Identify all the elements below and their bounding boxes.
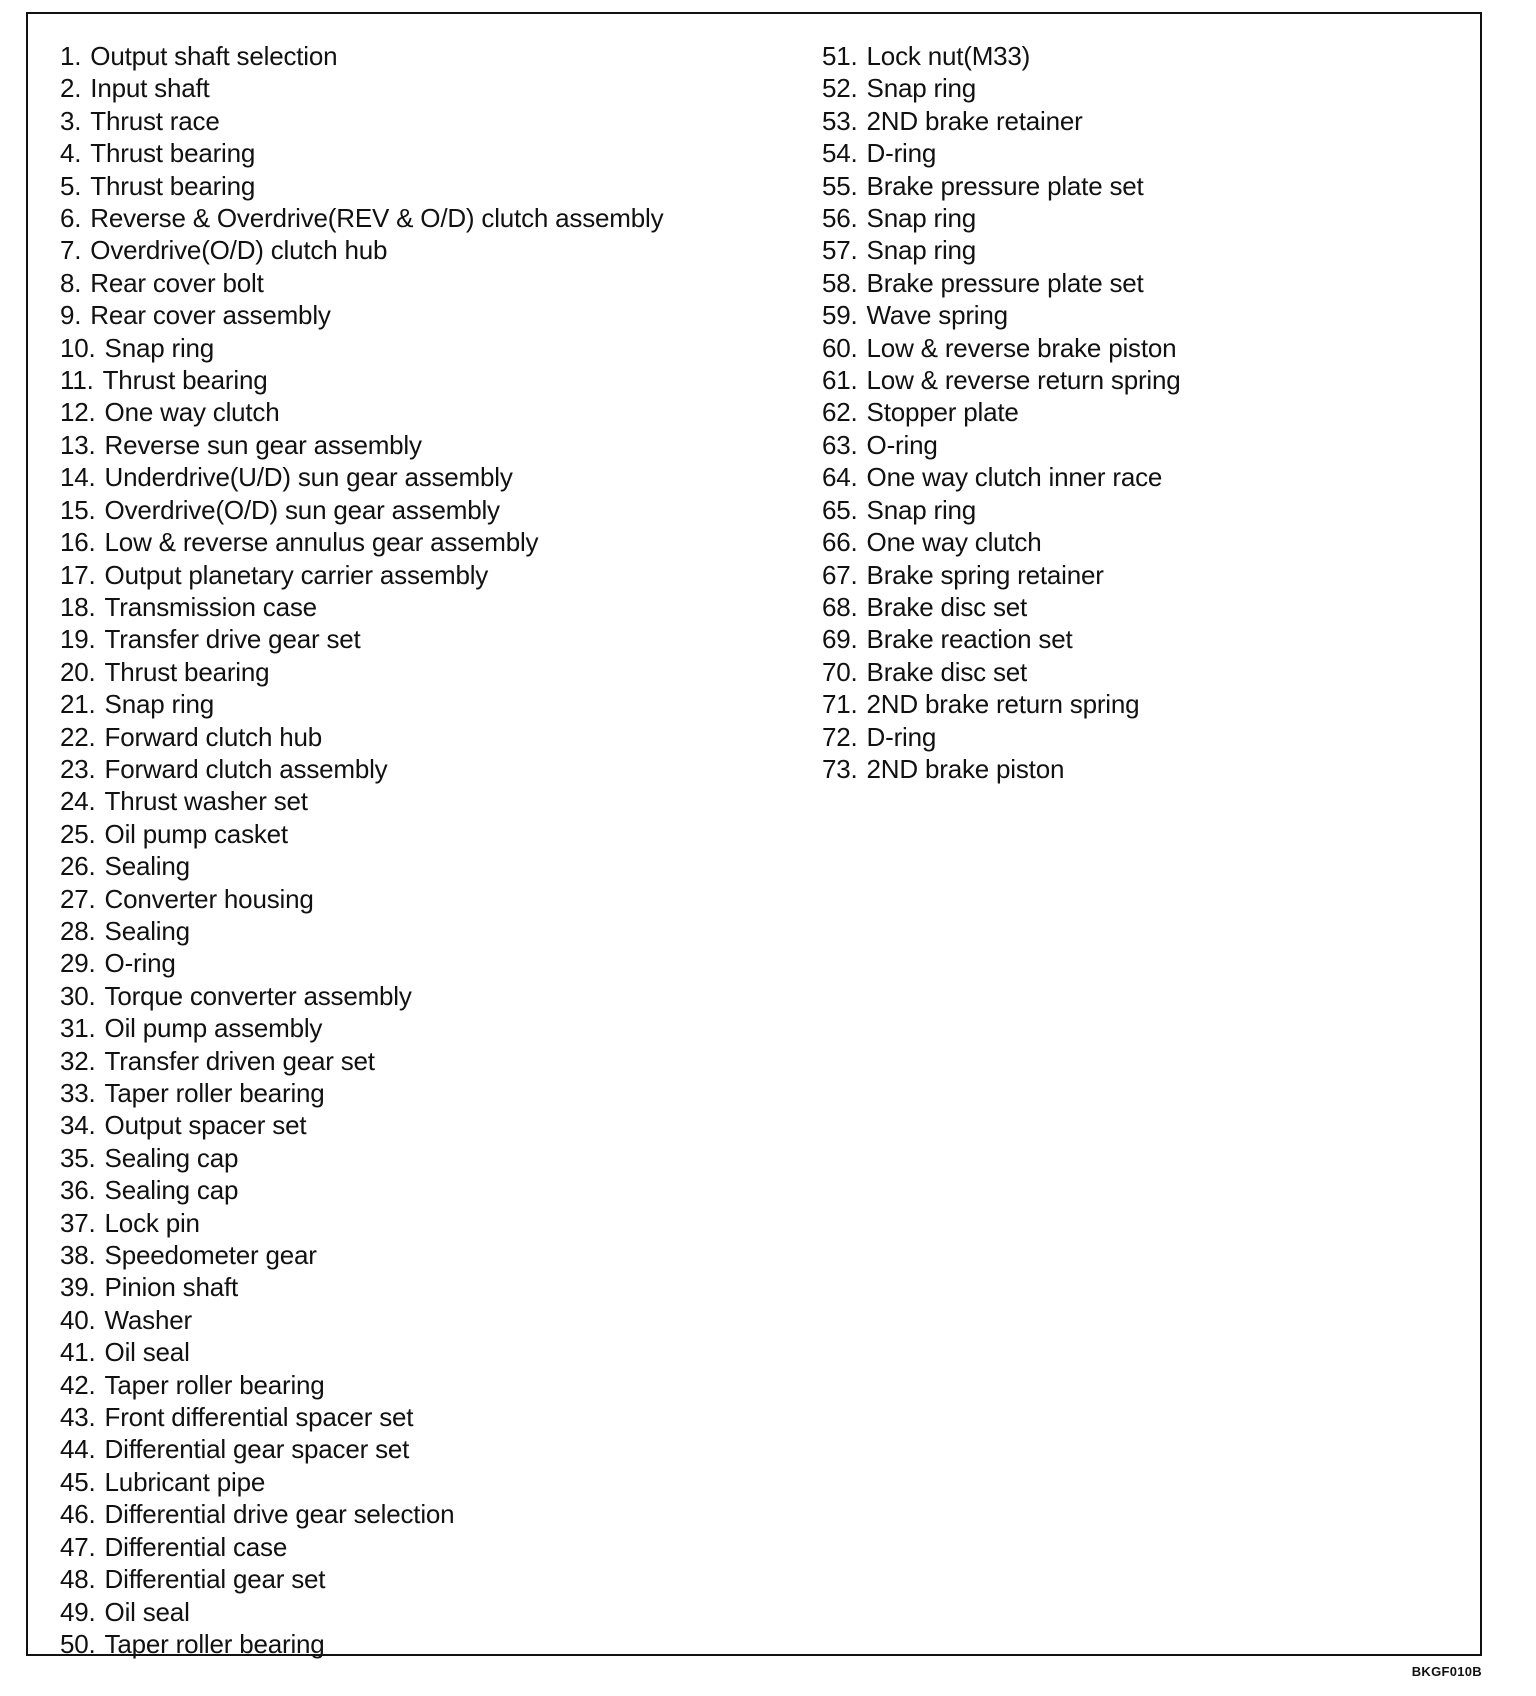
part-list-item [60,105,663,137]
part-name: Oil pump assembly [104,1013,323,1044]
part-list-item [60,1498,663,1530]
part-list-item [60,1077,663,1109]
part-list-item [60,1207,663,1239]
part-number: 24. [60,786,96,817]
part-number: 64. [822,462,858,493]
part-name: Overdrive(O/D) sun gear assembly [104,494,500,525]
part-list-item [60,688,663,720]
part-list-item [822,688,1181,720]
part-number: 1. [60,41,82,71]
part-number: 26. [60,851,96,882]
part-name: Converter housing [104,883,314,914]
part-number: 71. [822,689,858,720]
part-list-item [822,559,1181,591]
part-list-item [822,461,1181,493]
part-name: Thrust race [90,105,220,136]
part-list-item [60,526,663,558]
part-list-item [60,1304,663,1336]
figure-id: BKGF010B [1411,1664,1482,1679]
part-name: Low & reverse brake piston [866,332,1177,363]
part-list-item [822,623,1181,655]
part-name: Transmission case [104,591,317,622]
part-list-item [822,591,1181,623]
part-number: 6. [60,203,82,234]
part-number: 52. [822,73,858,104]
part-list-item [822,202,1181,234]
part-number: 44. [60,1434,96,1465]
part-list-item [60,1336,663,1368]
part-list-item [60,396,663,428]
part-number: 36. [60,1175,96,1206]
part-list-item [822,721,1181,753]
part-name: Output shaft selection [90,41,338,71]
part-name: 2ND brake retainer [866,105,1083,136]
part-list-item [60,559,663,591]
part-list-item [60,656,663,688]
part-list-item [60,267,663,299]
part-number: 19. [60,624,96,655]
part-number: 11. [60,365,94,396]
part-list-item [60,202,663,234]
part-list-item [60,623,663,655]
part-number: 35. [60,1142,96,1173]
part-name: Low & reverse return spring [866,365,1181,396]
part-name: Transfer driven gear set [104,1045,375,1076]
part-number: 66. [822,527,858,558]
part-name: Differential gear set [104,1564,326,1595]
part-list-item [60,332,663,364]
part-number: 40. [60,1304,96,1335]
part-list-item [822,267,1181,299]
part-list-item [60,591,663,623]
part-name: Torque converter assembly [104,980,412,1011]
part-list-item [60,1239,663,1271]
part-name: Brake reaction set [866,624,1073,655]
part-number: 22. [60,721,96,752]
part-number: 14. [60,462,96,493]
part-list-item [60,461,663,493]
part-name: Rear cover assembly [90,300,331,331]
part-name: Sealing cap [104,1175,239,1206]
part-list-item [60,364,663,396]
part-list-item [822,137,1181,169]
part-number: 21. [60,689,96,720]
part-name: Sealing [104,915,190,946]
part-name: O-ring [866,429,938,460]
part-list-item [60,1369,663,1401]
part-list-item [60,915,663,947]
part-list-item [60,494,663,526]
part-number: 53. [822,105,858,136]
part-list-item [60,1433,663,1465]
part-number: 30. [60,980,96,1011]
part-name: Pinion shaft [104,1272,239,1303]
part-name: Wave spring [866,300,1008,331]
part-name: Overdrive(O/D) clutch hub [90,235,388,266]
part-number: 17. [60,559,96,590]
part-name: Snap ring [104,689,215,720]
part-list-item [60,785,663,817]
part-number: 12. [60,397,96,428]
parts-list-left-column [60,40,663,1660]
part-list-item [822,299,1181,331]
part-name: Lock pin [104,1207,200,1238]
part-number: 60. [822,332,858,363]
part-number: 70. [822,656,858,687]
part-number: 31. [60,1013,96,1044]
part-number: 62. [822,397,858,428]
part-name: Differential case [104,1531,288,1562]
part-number: 63. [822,429,858,460]
part-name: Oil pump casket [104,818,288,849]
part-list-item [60,170,663,202]
part-name: Taper roller bearing [104,1628,325,1659]
part-name: Brake disc set [866,591,1028,622]
part-list-item [60,850,663,882]
parts-list-frame [26,12,1482,1659]
part-number: 38. [60,1240,96,1271]
part-number: 46. [60,1499,96,1530]
part-number: 3. [60,105,82,136]
part-name: Thrust bearing [90,170,256,201]
part-list-item [60,1271,663,1303]
part-number: 48. [60,1564,96,1595]
part-list-item [60,137,663,169]
part-number: 41. [60,1337,96,1368]
part-list-item [60,1174,663,1206]
part-number: 37. [60,1207,96,1238]
part-list-item [822,753,1181,785]
part-number: 5. [60,170,82,201]
part-number: 39. [60,1272,96,1303]
part-list-item [60,947,663,979]
part-list-item [822,364,1181,396]
part-number: 58. [822,267,858,298]
part-number: 55. [822,170,858,201]
part-list-item [822,105,1181,137]
part-name: Thrust bearing [90,138,256,169]
part-list-item [822,170,1181,202]
part-name: Lock nut(M33) [866,41,1031,71]
part-number: 13. [60,429,96,460]
part-name: Snap ring [104,332,215,363]
part-list-item [60,1563,663,1595]
part-name: Brake pressure plate set [866,267,1144,298]
part-number: 47. [60,1531,96,1562]
part-number: 10. [60,332,96,363]
part-list-item [60,818,663,850]
part-name: Brake disc set [866,656,1028,687]
part-name: Underdrive(U/D) sun gear assembly [104,462,513,493]
part-number: 49. [60,1596,96,1627]
part-list-item [822,526,1181,558]
part-number: 29. [60,948,96,979]
part-name: Rear cover bolt [90,267,264,298]
part-list-item [822,234,1181,266]
part-name: Front differential spacer set [104,1402,414,1433]
part-number: 2. [60,73,82,104]
part-list-item [60,1596,663,1628]
part-name: Thrust washer set [104,786,308,817]
part-list-item [822,396,1181,428]
part-name: O-ring [104,948,176,979]
parts-list-right-column [822,40,1181,785]
part-list-item [822,429,1181,461]
part-name: Snap ring [866,73,977,104]
part-list-item [60,1628,663,1660]
part-list-item [60,1109,663,1141]
part-number: 18. [60,591,96,622]
part-number: 8. [60,267,82,298]
part-list-item [60,72,663,104]
part-name: Transfer drive gear set [104,624,361,655]
part-name: Lubricant pipe [104,1466,266,1497]
part-name: Brake pressure plate set [866,170,1144,201]
part-name: Forward clutch assembly [104,753,388,784]
part-name: Washer [104,1304,192,1335]
part-name: Forward clutch hub [104,721,323,752]
part-name: Differential drive gear selection [104,1499,455,1530]
part-name: One way clutch [866,527,1042,558]
part-number: 32. [60,1045,96,1076]
part-list-item [60,1045,663,1077]
part-number: 69. [822,624,858,655]
part-name: D-ring [866,721,937,752]
part-number: 51. [822,41,858,71]
part-number: 15. [60,494,96,525]
part-number: 9. [60,300,82,331]
part-list-item [822,332,1181,364]
part-list-item [60,883,663,915]
part-name: Output planetary carrier assembly [104,559,489,590]
part-number: 57. [822,235,858,266]
part-number: 73. [822,753,858,784]
part-list-item [60,1142,663,1174]
part-number: 43. [60,1402,96,1433]
part-number: 28. [60,915,96,946]
part-number: 23. [60,753,96,784]
part-number: 65. [822,494,858,525]
part-list-item [60,299,663,331]
part-list-item [60,1401,663,1433]
part-list-item [822,494,1181,526]
part-name: Low & reverse annulus gear assembly [104,527,539,558]
part-list-item [822,72,1181,104]
part-number: 61. [822,365,858,396]
part-number: 34. [60,1110,96,1141]
part-number: 56. [822,203,858,234]
part-number: 7. [60,235,82,266]
part-name: Sealing [104,851,190,882]
part-name: Taper roller bearing [104,1369,325,1400]
part-list-item [60,429,663,461]
part-number: 54. [822,138,858,169]
part-number: 67. [822,559,858,590]
part-name: Snap ring [866,235,977,266]
part-list-item [60,753,663,785]
part-number: 50. [60,1628,96,1659]
part-number: 45. [60,1466,96,1497]
part-list-item [822,40,1181,72]
part-number: 59. [822,300,858,331]
part-number: 4. [60,138,82,169]
part-name: Input shaft [90,73,210,104]
part-number: 25. [60,818,96,849]
part-number: 20. [60,656,96,687]
part-number: 72. [822,721,858,752]
part-name: D-ring [866,138,937,169]
part-list-item [822,656,1181,688]
part-name: Brake spring retainer [866,559,1104,590]
part-number: 16. [60,527,96,558]
part-number: 42. [60,1369,96,1400]
part-list-item [60,1466,663,1498]
part-number: 68. [822,591,858,622]
part-number: 33. [60,1078,96,1108]
part-name: Snap ring [866,203,977,234]
part-name: Stopper plate [866,397,1019,428]
part-number: 27. [60,883,96,914]
part-name: One way clutch inner race [866,462,1163,493]
part-name: Oil seal [104,1596,190,1627]
part-name: Differential gear spacer set [104,1434,410,1465]
part-list-item [60,40,663,72]
part-name: Output spacer set [104,1110,307,1141]
part-name: Taper roller bearing [104,1078,325,1108]
part-name: Thrust bearing [104,656,270,687]
part-list-item [60,980,663,1012]
part-name: 2ND brake piston [866,753,1065,784]
part-name: One way clutch [104,397,280,428]
part-name: Reverse & Overdrive(REV & O/D) clutch assembly [90,203,664,234]
part-name: Speedometer gear [104,1240,317,1271]
part-list-item [60,1012,663,1044]
part-name: Snap ring [866,494,977,525]
part-name: Thrust bearing [102,365,268,396]
part-list-item [60,234,663,266]
part-name: 2ND brake return spring [866,689,1140,720]
part-name: Sealing cap [104,1142,239,1173]
part-list-item [60,721,663,753]
part-list-item [60,1531,663,1563]
part-name: Oil seal [104,1337,190,1368]
part-name: Reverse sun gear assembly [104,429,422,460]
